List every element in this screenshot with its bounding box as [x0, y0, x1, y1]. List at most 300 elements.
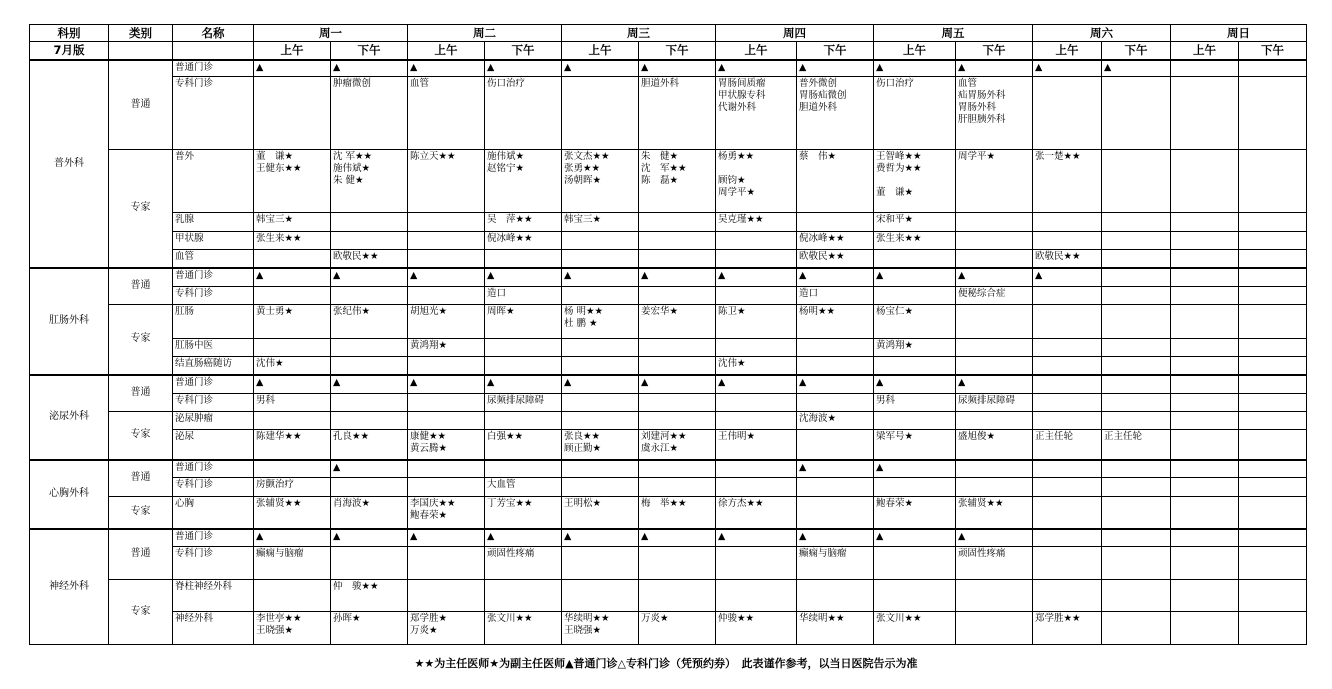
schedule-cell — [254, 412, 331, 430]
schedule-cell: ▲ — [485, 60, 562, 77]
schedule-cell: 黄士勇★ — [254, 305, 331, 339]
schedule-cell: ▲ — [331, 375, 408, 394]
schedule-cell — [1239, 478, 1307, 497]
schedule-row — [30, 547, 1307, 580]
col-dept-header: 科别 — [30, 25, 109, 42]
schedule-cell — [1171, 430, 1239, 460]
schedule-cell — [485, 460, 562, 478]
schedule-cell — [485, 250, 562, 268]
schedule-cell: ▲ — [874, 529, 956, 547]
schedule-cell: ▲ — [485, 529, 562, 547]
schedule-cell — [1102, 612, 1171, 645]
schedule-cell — [956, 232, 1033, 250]
schedule-cell — [1033, 412, 1102, 430]
half-day-header-am: 上午 — [716, 42, 797, 60]
category-cell: 普通 — [109, 375, 173, 412]
schedule-cell — [1171, 412, 1239, 430]
clinic-name-cell: 甲状腺 — [173, 232, 254, 250]
department-cell: 泌尿外科 — [30, 375, 109, 460]
schedule-cell: 张辅贤★★ — [956, 497, 1033, 529]
schedule-cell — [1102, 268, 1171, 287]
half-day-header-pm: 下午 — [639, 42, 716, 60]
schedule-cell: ▲ — [485, 375, 562, 394]
schedule-cell — [1033, 460, 1102, 478]
schedule-cell: 华续明★★ 王晓强★ — [562, 612, 639, 645]
half-day-header-am: 上午 — [1171, 42, 1239, 60]
schedule-row — [30, 250, 1307, 268]
schedule-cell — [797, 357, 874, 375]
category-cell: 普通 — [109, 268, 173, 305]
schedule-cell: 王智峰★★ 费哲为★★ 董 谦★ — [874, 150, 956, 213]
schedule-row — [30, 232, 1307, 250]
clinic-name-cell: 普通门诊 — [173, 60, 254, 77]
schedule-cell — [956, 460, 1033, 478]
day-header-sat: 周六 — [1033, 25, 1171, 42]
schedule-cell: 徐方杰★★ — [716, 497, 797, 529]
schedule-cell — [956, 357, 1033, 375]
category-cell: 专家 — [109, 580, 173, 645]
clinic-name-cell: 乳腺 — [173, 213, 254, 232]
schedule-cell — [956, 305, 1033, 339]
schedule-cell — [1171, 339, 1239, 357]
schedule-cell — [408, 580, 485, 612]
half-day-header-pm: 下午 — [1239, 42, 1307, 60]
schedule-cell: ▲ — [562, 268, 639, 287]
schedule-cell — [1171, 497, 1239, 529]
schedule-cell — [408, 232, 485, 250]
schedule-cell — [562, 250, 639, 268]
schedule-cell — [408, 547, 485, 580]
schedule-cell — [1171, 478, 1239, 497]
department-cell: 心胸外科 — [30, 460, 109, 529]
department-cell: 普外科 — [30, 60, 109, 268]
schedule-cell — [254, 77, 331, 150]
schedule-row — [30, 150, 1307, 213]
half-day-header-pm: 下午 — [331, 42, 408, 60]
schedule-cell — [1102, 497, 1171, 529]
schedule-cell: ▲ — [874, 375, 956, 394]
schedule-cell: 韩宝三★ — [254, 213, 331, 232]
schedule-cell — [956, 250, 1033, 268]
schedule-cell: 便秘综合症 — [956, 287, 1033, 305]
schedule-cell — [1033, 394, 1102, 412]
schedule-cell — [716, 287, 797, 305]
schedule-cell — [331, 287, 408, 305]
clinic-name-cell: 普外 — [173, 150, 254, 213]
schedule-row — [30, 305, 1307, 339]
schedule-cell: 沈伟★ — [254, 357, 331, 375]
schedule-cell — [716, 478, 797, 497]
day-header-fri: 周五 — [874, 25, 1033, 42]
schedule-cell — [716, 394, 797, 412]
schedule-cell — [639, 339, 716, 357]
clinic-name-cell: 血管 — [173, 250, 254, 268]
schedule-cell — [1239, 287, 1307, 305]
schedule-cell — [331, 339, 408, 357]
schedule-cell — [1033, 357, 1102, 375]
schedule-cell — [639, 478, 716, 497]
schedule-cell: ▲ — [1033, 60, 1102, 77]
schedule-cell — [562, 394, 639, 412]
clinic-name-cell: 专科门诊 — [173, 394, 254, 412]
schedule-cell: 白强★★ — [485, 430, 562, 460]
schedule-cell — [1033, 287, 1102, 305]
schedule-cell — [1033, 232, 1102, 250]
schedule-cell: 肖海波★ — [331, 497, 408, 529]
schedule-cell: 肿瘤微创 — [331, 77, 408, 150]
schedule-cell: 张文川★★ — [485, 612, 562, 645]
schedule-cell — [1033, 375, 1102, 394]
schedule-cell — [562, 339, 639, 357]
clinic-name-cell: 普通门诊 — [173, 460, 254, 478]
schedule-cell — [1239, 357, 1307, 375]
schedule-cell: 尿频排尿障碍 — [485, 394, 562, 412]
clinic-name-cell: 专科门诊 — [173, 77, 254, 150]
schedule-cell — [408, 287, 485, 305]
schedule-cell — [485, 339, 562, 357]
schedule-cell: 董 谦★ 王健东★★ — [254, 150, 331, 213]
schedule-cell: 胆道外科 — [639, 77, 716, 150]
schedule-cell — [485, 412, 562, 430]
schedule-cell — [1102, 213, 1171, 232]
schedule-cell: 杨勇★★ 顾钧★ 周学平★ — [716, 150, 797, 213]
schedule-cell: ▲ — [639, 60, 716, 77]
schedule-cell: ▲ — [639, 529, 716, 547]
schedule-cell — [874, 580, 956, 612]
schedule-cell — [874, 478, 956, 497]
schedule-cell: 沈 军★★ 施伟斌★ 朱 健★ — [331, 150, 408, 213]
schedule-cell: 血管 — [408, 77, 485, 150]
schedule-row — [30, 375, 1307, 394]
schedule-cell: 王伟明★ — [716, 430, 797, 460]
clinic-name-cell: 普通门诊 — [173, 529, 254, 547]
schedule-cell — [1239, 150, 1307, 213]
empty-header-cell — [173, 42, 254, 60]
schedule-cell: 大血管 — [485, 478, 562, 497]
category-cell: 普通 — [109, 529, 173, 580]
schedule-cell — [1033, 580, 1102, 612]
schedule-cell: 癫痫与脑瘤 — [254, 547, 331, 580]
schedule-row — [30, 213, 1307, 232]
day-header-tue: 周二 — [408, 25, 562, 42]
schedule-cell: ▲ — [956, 60, 1033, 77]
col-name-header: 名称 — [173, 25, 254, 42]
schedule-cell: ▲ — [562, 529, 639, 547]
schedule-cell: ▲ — [716, 60, 797, 77]
schedule-cell — [408, 213, 485, 232]
schedule-cell — [1171, 213, 1239, 232]
schedule-cell — [797, 213, 874, 232]
schedule-cell — [639, 547, 716, 580]
schedule-cell — [1102, 529, 1171, 547]
category-cell: 专家 — [109, 497, 173, 529]
schedule-cell: 胡旭光★ — [408, 305, 485, 339]
schedule-cell — [874, 547, 956, 580]
schedule-cell — [408, 412, 485, 430]
schedule-cell: 梁军号★ — [874, 430, 956, 460]
half-day-header-am: 上午 — [408, 42, 485, 60]
schedule-cell: 杨宝仁★ — [874, 305, 956, 339]
schedule-cell: 蔡 伟★ — [797, 150, 874, 213]
schedule-cell — [874, 357, 956, 375]
half-day-header-pm: 下午 — [956, 42, 1033, 60]
schedule-row — [30, 394, 1307, 412]
schedule-cell — [1239, 339, 1307, 357]
schedule-cell — [639, 412, 716, 430]
schedule-cell — [639, 357, 716, 375]
schedule-cell: 造口 — [485, 287, 562, 305]
schedule-cell: 刘建河★★ 虞永江★ — [639, 430, 716, 460]
schedule-cell: 倪冰峰★★ — [797, 232, 874, 250]
schedule-cell: 伤口治疗 — [874, 77, 956, 150]
schedule-cell: 男科 — [874, 394, 956, 412]
schedule-cell — [331, 213, 408, 232]
schedule-cell — [331, 357, 408, 375]
schedule-cell: 顽固性疼痛 — [956, 547, 1033, 580]
schedule-row — [30, 287, 1307, 305]
schedule-cell — [956, 339, 1033, 357]
schedule-cell: 胃肠间质瘤 甲状腺专科 代谢外科 — [716, 77, 797, 150]
half-day-header-am: 上午 — [1033, 42, 1102, 60]
day-header-sun: 周日 — [1171, 25, 1307, 42]
schedule-cell — [639, 394, 716, 412]
schedule-cell: 郑学胜★ 万炎★ — [408, 612, 485, 645]
schedule-cell — [485, 357, 562, 375]
schedule-cell — [1171, 394, 1239, 412]
schedule-cell — [956, 612, 1033, 645]
schedule-cell — [797, 580, 874, 612]
schedule-cell — [1171, 60, 1239, 77]
legend-note: ★★为主任医师★为副主任医师▲普通门诊△专科门诊（凭预约券） 此表谨作参考，以当日医院告示为准 — [414, 657, 918, 670]
schedule-cell: 韩宝三★ — [562, 213, 639, 232]
schedule-cell — [331, 478, 408, 497]
schedule-cell — [1171, 460, 1239, 478]
schedule-cell: 尿频排尿障碍 — [956, 394, 1033, 412]
schedule-cell — [1102, 478, 1171, 497]
schedule-cell — [1171, 150, 1239, 213]
schedule-cell: 欧敬民★★ — [1033, 250, 1102, 268]
schedule-cell: 癫痫与脑瘤 — [797, 547, 874, 580]
schedule-cell — [1171, 250, 1239, 268]
schedule-cell — [1171, 77, 1239, 150]
schedule-cell — [1239, 412, 1307, 430]
schedule-cell: 张辅贤★★ — [254, 497, 331, 529]
clinic-name-cell: 普通门诊 — [173, 268, 254, 287]
clinic-name-cell: 专科门诊 — [173, 478, 254, 497]
clinic-name-cell: 专科门诊 — [173, 287, 254, 305]
schedule-cell: ▲ — [956, 268, 1033, 287]
schedule-cell: ▲ — [716, 529, 797, 547]
schedule-cell: 黄鸿翔★ — [874, 339, 956, 357]
schedule-cell — [408, 250, 485, 268]
clinic-name-cell: 肛肠中医 — [173, 339, 254, 357]
schedule-cell: 血管 疝胃肠外科 胃肠外科 肝胆胰外科 — [956, 77, 1033, 150]
schedule-row — [30, 580, 1307, 612]
schedule-cell — [1239, 305, 1307, 339]
schedule-cell — [331, 412, 408, 430]
schedule-cell — [716, 250, 797, 268]
schedule-cell: 普外微创 胃肠疝微创 胆道外科 — [797, 77, 874, 150]
schedule-cell — [1239, 430, 1307, 460]
schedule-row — [30, 60, 1307, 77]
schedule-cell — [1102, 375, 1171, 394]
schedule-row — [30, 268, 1307, 287]
empty-header-cell — [109, 42, 173, 60]
schedule-cell — [716, 460, 797, 478]
clinic-name-cell: 结直肠癌随访 — [173, 357, 254, 375]
schedule-cell: 沈海波★ — [797, 412, 874, 430]
schedule-cell: ▲ — [562, 375, 639, 394]
schedule-cell — [1033, 305, 1102, 339]
schedule-cell: 黄鸿翔★ — [408, 339, 485, 357]
schedule-cell — [1171, 287, 1239, 305]
schedule-cell: ▲ — [408, 529, 485, 547]
half-day-header-am: 上午 — [254, 42, 331, 60]
category-cell: 专家 — [109, 412, 173, 460]
schedule-cell — [331, 394, 408, 412]
category-cell: 普通 — [109, 60, 173, 150]
schedule-cell — [408, 357, 485, 375]
schedule-row — [30, 478, 1307, 497]
schedule-cell — [956, 412, 1033, 430]
clinic-name-cell: 神经外科 — [173, 612, 254, 645]
schedule-table — [29, 24, 1307, 645]
schedule-cell: ▲ — [331, 268, 408, 287]
schedule-cell: 仲骏★★ — [716, 612, 797, 645]
schedule-cell: 伤口治疗 — [485, 77, 562, 150]
schedule-cell — [1239, 375, 1307, 394]
schedule-cell: ▲ — [797, 529, 874, 547]
schedule-cell — [562, 460, 639, 478]
schedule-cell: ▲ — [716, 268, 797, 287]
schedule-cell: ▲ — [254, 60, 331, 77]
category-cell: 专家 — [109, 150, 173, 268]
schedule-cell — [956, 580, 1033, 612]
schedule-cell: 顽固性疼痛 — [485, 547, 562, 580]
schedule-cell — [1171, 547, 1239, 580]
schedule-cell: ▲ — [956, 529, 1033, 547]
schedule-cell — [1239, 250, 1307, 268]
schedule-cell — [408, 394, 485, 412]
schedule-cell: ▲ — [1033, 268, 1102, 287]
schedule-cell — [639, 213, 716, 232]
schedule-cell: 张生来★★ — [874, 232, 956, 250]
schedule-cell: 张生来★★ — [254, 232, 331, 250]
schedule-cell — [1102, 77, 1171, 150]
clinic-name-cell: 脊柱神经外科 — [173, 580, 254, 612]
schedule-cell — [562, 287, 639, 305]
schedule-cell — [874, 412, 956, 430]
schedule-cell: ▲ — [254, 529, 331, 547]
schedule-cell — [1239, 60, 1307, 77]
col-cat-header: 类别 — [109, 25, 173, 42]
schedule-cell: ▲ — [639, 375, 716, 394]
schedule-cell — [716, 547, 797, 580]
schedule-cell: 丁芳宝★★ — [485, 497, 562, 529]
schedule-cell: 倪冰峰★★ — [485, 232, 562, 250]
schedule-cell — [716, 580, 797, 612]
schedule-cell — [254, 339, 331, 357]
schedule-cell — [1102, 357, 1171, 375]
schedule-cell: 姜宏华★ — [639, 305, 716, 339]
schedule-cell: 杨明★★ — [797, 305, 874, 339]
schedule-row — [30, 339, 1307, 357]
half-day-header-pm: 下午 — [1102, 42, 1171, 60]
schedule-cell: 造口 — [797, 287, 874, 305]
schedule-cell — [1239, 580, 1307, 612]
schedule-cell — [1102, 287, 1171, 305]
schedule-cell — [1102, 412, 1171, 430]
schedule-cell: 朱 健★ 沈 军★★ 陈 磊★ — [639, 150, 716, 213]
schedule-cell — [797, 339, 874, 357]
day-header-thu: 周四 — [716, 25, 874, 42]
schedule-cell: ▲ — [797, 375, 874, 394]
clinic-name-cell: 泌尿 — [173, 430, 254, 460]
schedule-cell: 万炎★ — [639, 612, 716, 645]
schedule-cell — [1239, 213, 1307, 232]
schedule-cell: ▲ — [797, 60, 874, 77]
schedule-cell — [1033, 547, 1102, 580]
schedule-cell: ▲ — [485, 268, 562, 287]
schedule-cell: 华续明★★ — [797, 612, 874, 645]
schedule-cell — [1102, 460, 1171, 478]
schedule-cell: 张文川★★ — [874, 612, 956, 645]
schedule-cell: ▲ — [874, 460, 956, 478]
schedule-row — [30, 430, 1307, 460]
schedule-cell — [1102, 250, 1171, 268]
schedule-cell: 孔良★★ — [331, 430, 408, 460]
schedule-cell — [331, 547, 408, 580]
schedule-cell — [1033, 77, 1102, 150]
clinic-name-cell: 心胸 — [173, 497, 254, 529]
schedule-cell: ▲ — [254, 268, 331, 287]
schedule-cell: 杨 明★★ 杜 鹏 ★ — [562, 305, 639, 339]
schedule-cell — [956, 478, 1033, 497]
schedule-cell — [716, 339, 797, 357]
schedule-cell: 房颤治疗 — [254, 478, 331, 497]
schedule-cell: 宋和平★ — [874, 213, 956, 232]
half-day-header-am: 上午 — [562, 42, 639, 60]
schedule-cell: 正主任轮 — [1102, 430, 1171, 460]
schedule-cell: 沈伟★ — [716, 357, 797, 375]
category-cell: 专家 — [109, 305, 173, 375]
schedule-cell — [1171, 580, 1239, 612]
schedule-cell — [562, 232, 639, 250]
clinic-name-cell: 专科门诊 — [173, 547, 254, 580]
schedule-cell: ▲ — [797, 460, 874, 478]
schedule-cell — [874, 250, 956, 268]
schedule-cell — [1239, 612, 1307, 645]
schedule-cell: ▲ — [639, 268, 716, 287]
schedule-row — [30, 612, 1307, 645]
schedule-cell — [1033, 339, 1102, 357]
schedule-cell: 周晖★ — [485, 305, 562, 339]
schedule-cell — [254, 250, 331, 268]
schedule-cell — [1171, 232, 1239, 250]
schedule-cell — [562, 547, 639, 580]
schedule-cell — [254, 580, 331, 612]
schedule-cell: 周学平★ — [956, 150, 1033, 213]
schedule-row — [30, 357, 1307, 375]
schedule-cell: ▲ — [254, 375, 331, 394]
schedule-cell: ▲ — [331, 529, 408, 547]
schedule-cell — [797, 430, 874, 460]
schedule-cell — [1239, 497, 1307, 529]
schedule-cell — [562, 478, 639, 497]
schedule-cell — [1102, 150, 1171, 213]
clinic-name-cell: 普通门诊 — [173, 375, 254, 394]
schedule-cell — [1239, 232, 1307, 250]
